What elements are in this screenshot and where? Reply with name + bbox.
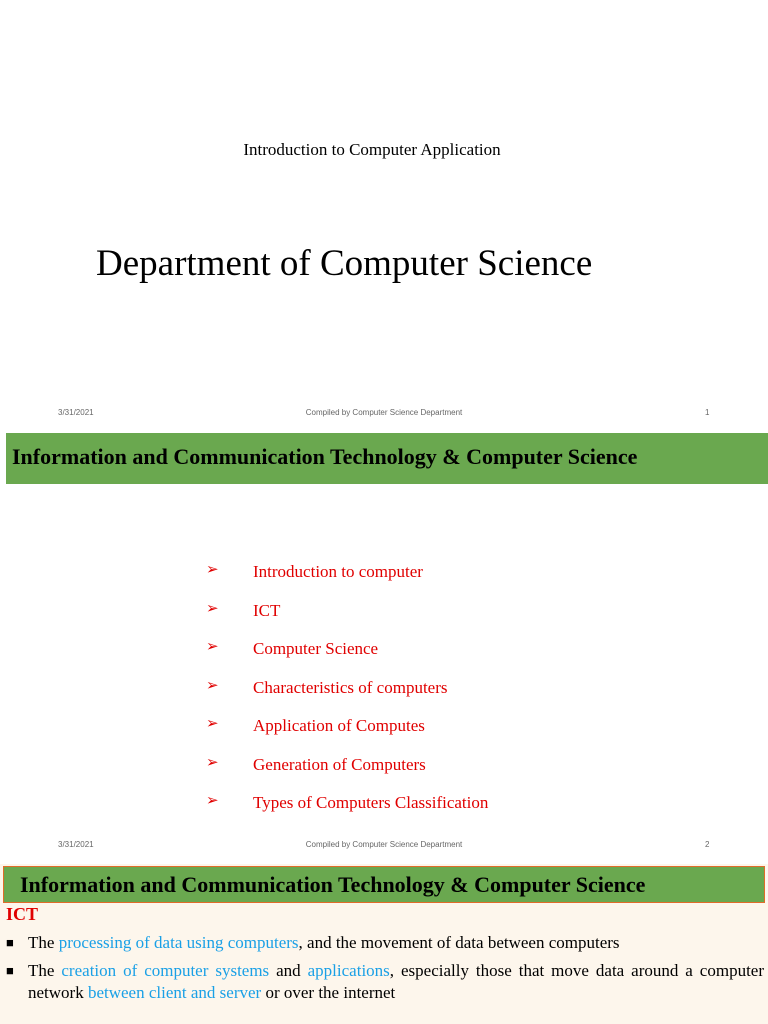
arrow-bullet-icon: ➢ <box>206 714 219 732</box>
arrow-bullet-icon: ➢ <box>206 791 219 809</box>
section-label: ICT <box>6 904 39 924</box>
slide-header <box>6 433 768 484</box>
list-item-text: Application of Computes <box>253 716 425 735</box>
slide-header-text: Information and Communication Technology & Computer Science <box>20 872 646 897</box>
list-item-text: Introduction to computer <box>253 562 423 581</box>
highlighted-text: applications <box>307 961 390 980</box>
footer-date: 3/31/2021 <box>58 408 94 417</box>
list-item-text: ICT <box>253 600 281 620</box>
bullet-paragraph <box>6 932 764 954</box>
slide-footer <box>0 840 768 854</box>
text-run: , especially those that move data around a computer network <box>28 961 765 1002</box>
square-bullet-icon: ■ <box>6 963 14 978</box>
arrow-bullet-icon: ➢ <box>206 598 219 617</box>
highlighted-text: processing of data using computers <box>58 933 299 952</box>
slide-header-text: Information and Communication Technology & Computer Science <box>12 444 638 469</box>
bullet-paragraph <box>6 960 764 1004</box>
text-run: and <box>269 961 308 980</box>
footer-date: 3/31/2021 <box>58 840 94 849</box>
arrow-bullet-icon: ➢ <box>206 560 219 578</box>
list-item-text: Characteristics of computers <box>253 677 448 697</box>
footer-credit: Compiled by Computer Science Department <box>305 840 463 849</box>
list-item-text: Computer Science <box>253 639 379 658</box>
text-run: The <box>28 933 59 952</box>
slide-subtitle: Introduction to Computer Application <box>243 140 501 159</box>
highlighted-text: between client and server <box>87 983 262 1002</box>
slide-1 <box>0 0 768 432</box>
text-run: or over the internet <box>261 983 396 1002</box>
list-item-text: Generation of Computers <box>253 754 426 774</box>
text-run: The <box>28 961 62 980</box>
footer-page-number: 2 <box>705 840 710 849</box>
arrow-bullet-icon: ➢ <box>206 675 219 694</box>
square-bullet-icon: ■ <box>6 935 14 950</box>
slide-2 <box>0 432 768 864</box>
slide-header <box>3 866 765 903</box>
text-run: , and the movement of data between computers <box>298 933 620 952</box>
arrow-bullet-icon: ➢ <box>206 752 219 771</box>
list-item-text: Types of Computers Classification <box>253 793 489 812</box>
highlighted-text: creation of computer systems <box>61 961 270 980</box>
footer-page-number: 1 <box>705 408 710 417</box>
slide-footer <box>0 408 768 422</box>
arrow-bullet-icon: ➢ <box>206 637 219 655</box>
paragraph-text <box>28 932 764 954</box>
slide-3 <box>0 864 768 1024</box>
paragraph-text <box>28 960 764 1004</box>
footer-credit: Compiled by Computer Science Department <box>305 408 463 417</box>
slide-title: Department of Computer Science <box>96 243 593 284</box>
